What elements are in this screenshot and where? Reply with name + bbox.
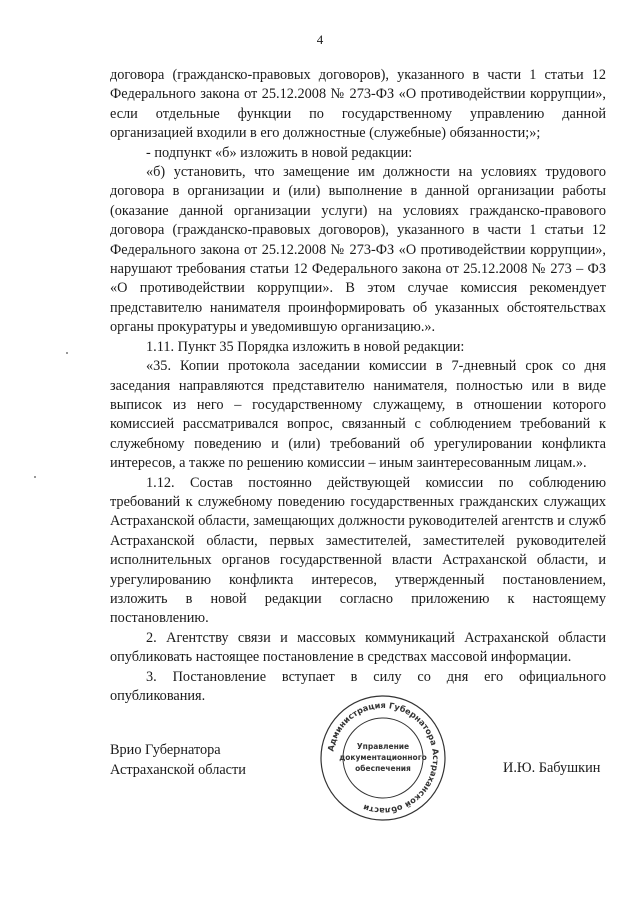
document-body <box>110 66 606 706</box>
paragraph-subpoint-b-text: «б) установить, что замещение им должности на условиях трудового договора в организации и (или) выполнение в данной организации работы (оказание данной организации услуги) на условиях гражданско-правового договора (гражданско-правовых договоров), указанного в части 1 статьи 12 Федерального закона от 25.12.2008 № 273-ФЗ «О противодействии коррупции», нарушают требования статьи 12 Федерального закона от 25.12.2008 № 273 – ФЗ «О противодействии коррупции». В этом случае комиссия рекомендует представителю нанимателя проинформировать об указанных обстоятельствах органы прокуратуры и уведомившую организацию.». <box>110 164 606 336</box>
paragraph-1-11: 1.11. Пункт 35 Порядка изложить в новой редакции: <box>146 338 465 355</box>
scan-speck <box>66 352 68 354</box>
seal-center-line3: обеспечения <box>355 764 411 773</box>
seal-ring-text: Администрация Губернатора Астраханской области <box>325 699 442 817</box>
signatory-position-line1: Врио Губернатора <box>110 742 221 758</box>
paragraph-3: 3. Постановление вступает в силу со дня его официального опубликования. <box>110 668 606 704</box>
seal-center-line1: Управление <box>356 742 410 751</box>
seal-center-line2: документационного <box>339 753 427 762</box>
official-seal <box>318 693 448 823</box>
paragraph-2: 2. Агентству связи и массовых коммуникаций Астраханской области опубликовать настоящее постановление в средствах массовой информации. <box>110 629 606 666</box>
scan-speck <box>34 476 36 478</box>
page-number: 4 <box>316 32 324 47</box>
signatory-name: И.Ю. Бабушкин <box>503 760 601 776</box>
paragraph-1-12: 1.12. Состав постоянно действующей комиссии по соблюдению требований к служебному поведению государственных гражданских служащих Астраханской области, замещающих должности руководителей агентств и служб Астраханской области, первых заместителей, заместителей руководителей исполнительных органов государственной власти Астраханской области, и урегулированию конфликта интересов, утвержденный постановлением, изложить в новой редакции согласно приложению к настоящему постановлению. <box>110 474 606 627</box>
paragraph-continuation: договора (гражданско-правовых договоров), указанного в части 1 статьи 12 Федерального закона от 25.12.2008 № 273-ФЗ «О противодействии коррупции», если отдельные функции по государственному управлению данной организацией входили в его должностные (служебные) обязанности;»; <box>110 67 606 142</box>
paragraph-35-text: «35. Копии протокола заседании комиссии в 7-дневный срок со дня заседания направляются представителю нанимателя, полностью или в виде выписок из него – государственному служащему, в отношении которого комиссией рассматривался вопрос, связанный с соблюдением требований к служебному поведению и (или) требований об урегулировании конфликта интересов, а также по решению комиссии – иным заинтересованным лицам.». <box>110 358 606 472</box>
paragraph-subpoint-b-intro: - подпункт «б» изложить в новой редакции: <box>146 144 413 161</box>
signatory-position-line2: Астраханской области <box>110 762 246 778</box>
signatory-position <box>110 740 246 780</box>
